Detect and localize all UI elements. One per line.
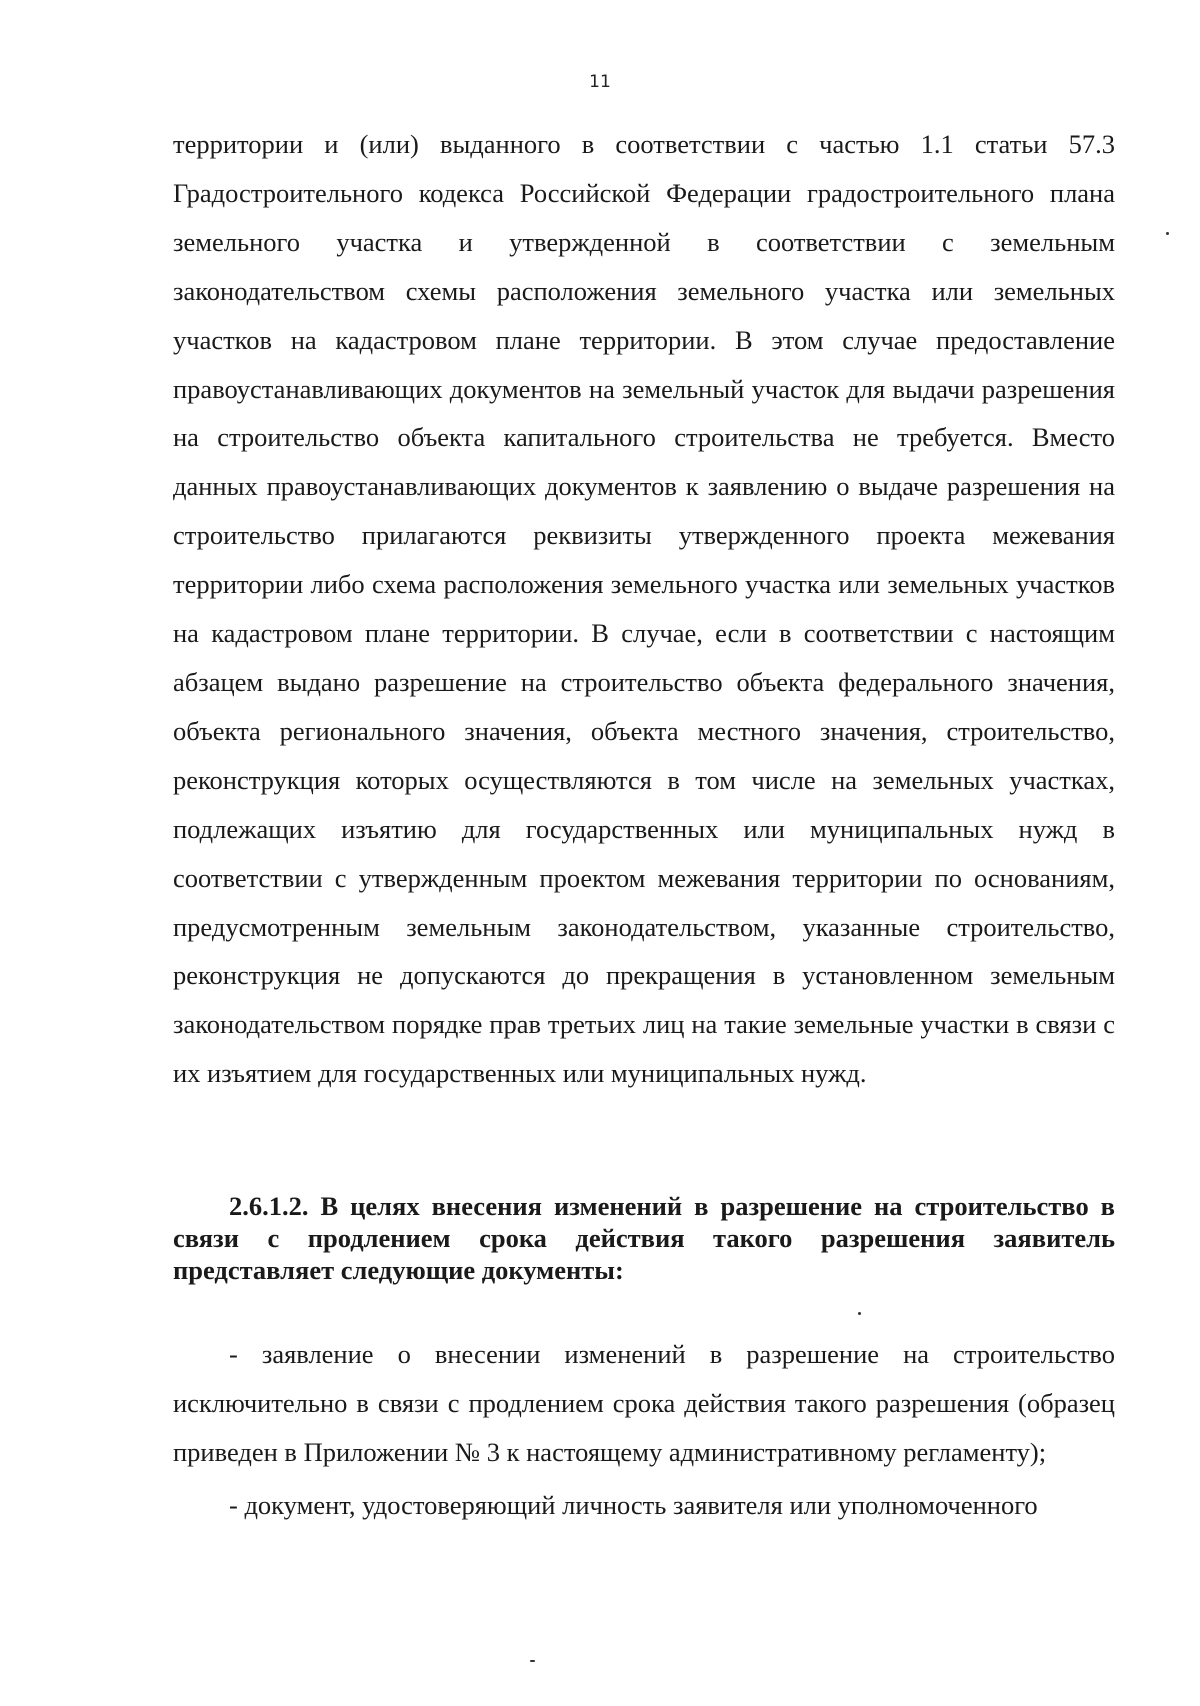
scan-speck <box>1166 232 1169 235</box>
scan-speck <box>858 1312 861 1315</box>
page-number: 11 <box>589 72 611 92</box>
document-list <box>173 1330 1115 1530</box>
section-heading: 2.6.1.2. В целях внесения изменений в разрешение на строительство в связи с продлением срока действия такого разрешения заявитель представляет следующие документы: <box>173 1191 1115 1285</box>
paragraph-body: территории и (или) выданного в соответствии с частью 1.1 статьи 57.3 Градостроительного кодекса Российской Федерации градостроительного плана земельного участка и утвержденной в соответствии с земельным законодательством схемы расположения земельного участка или земельных участков на кадастровом плане территории. В этом случае предоставление правоустанавливающих документов на земельный участок для выдачи разрешения на строительство объекта капитального строительства не требуется. Вместо данных правоустанавливающих документов к заявлению о выдаче разрешения на строительство прилагаются реквизиты утвержденного проекта межевания территории либо схема расположения земельного участка или земельных участков на кадастровом плане территории. В случае, если в соответствии с настоящим абзацем выдано разрешение на строительство объекта федерального значения, объекта регионального значения, объекта местного значения, строительство, реконструкция которых осуществляются в том числе на земельных участках, подлежащих изъятию для государственных или муниципальных нужд в соответствии с утвержденным проектом межевания территории по основаниям, предусмотренным земельным законодательством, указанные строительство, реконструкция не допускаются до прекращения в установленном земельным законодательством порядке прав третьих лиц на такие земельные участки в связи с их изъятием для государственных или муниципальных нужд. <box>173 129 1115 1089</box>
scan-speck <box>530 1660 535 1662</box>
list-item: - заявление о внесении изменений в разрешение на строительство исключительно в связи с продлением срока действия такого разрешения (образец приведен в Приложении № 3 к настоящему административному регламенту); <box>173 1339 1115 1467</box>
list-item: - документ, удостоверяющий личность заявителя или уполномоченного <box>229 1489 1038 1520</box>
